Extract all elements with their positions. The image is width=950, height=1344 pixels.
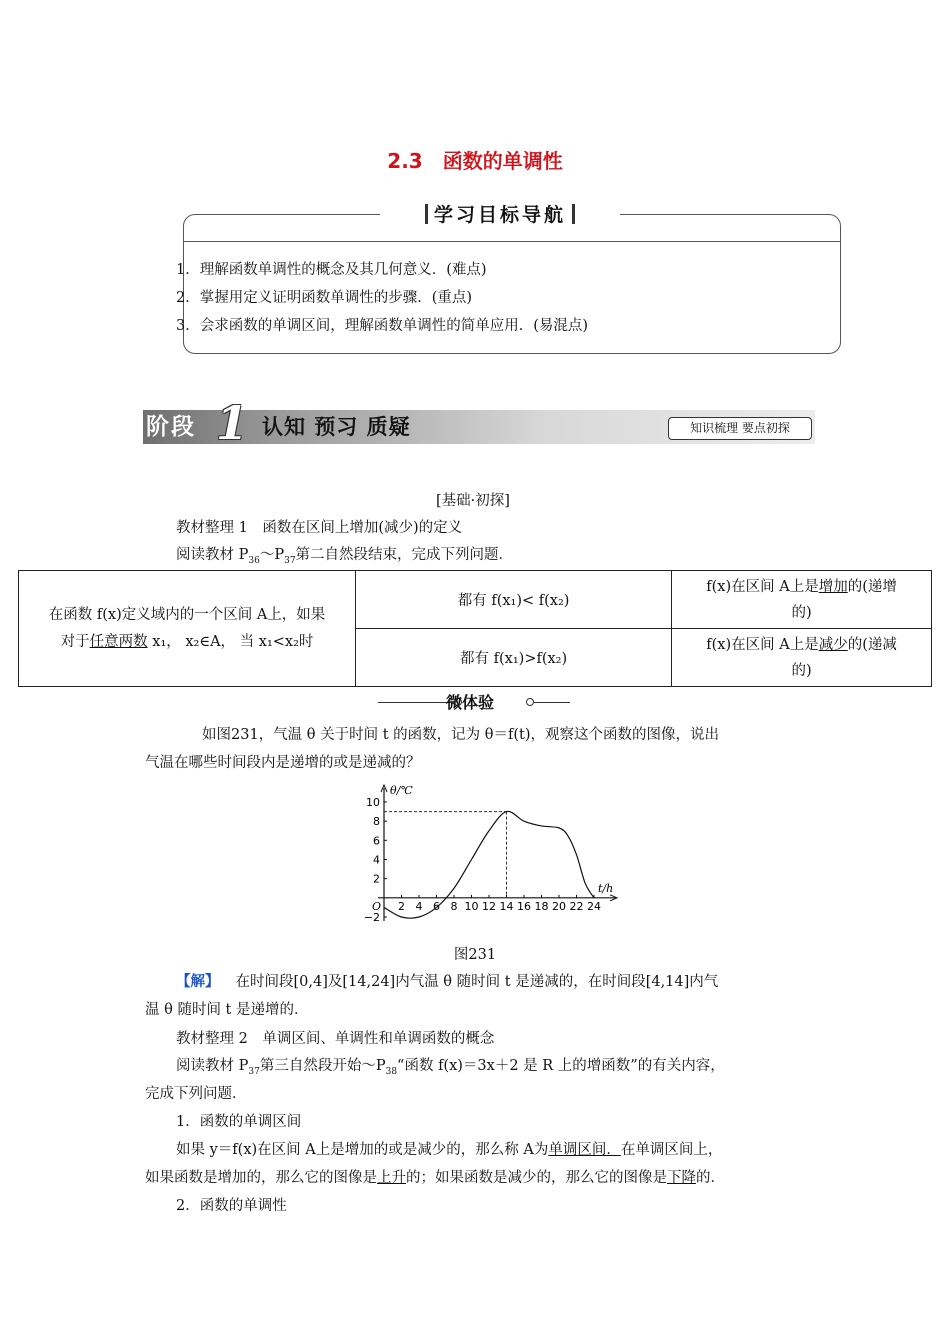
goal-item-3: 3．会求函数的单调区间，理解函数单调性的简单应用．(易混点): [176, 318, 589, 334]
x-tick-label: 2: [398, 899, 405, 913]
table-condition-cell: [19, 571, 356, 687]
item-underlined: 单调区间．: [548, 1142, 621, 1158]
answer-line-1: [176, 970, 718, 991]
heading-bar-left: [425, 204, 428, 224]
item1-line-2: [145, 1166, 725, 1187]
page-subscript: 36: [248, 555, 260, 566]
item2-title: 2．函数的单调性: [176, 1198, 287, 1214]
item1-title: 1．函数的单调区间: [176, 1114, 302, 1130]
goals-divider: [183, 241, 841, 242]
section1-reading: [176, 543, 513, 566]
table-decreasing-condition: 都有 f(x₁)>f(x₂): [356, 629, 672, 687]
goal-item-2: 2．掌握用定义证明函数单调性的步骤．(重点): [176, 290, 473, 306]
result-text: f(x)在区间 A上是: [706, 636, 819, 653]
goal-item-1: 1．理解函数单调性的概念及其几何意义．(难点): [176, 262, 487, 278]
result-text: 的(递减: [847, 636, 897, 653]
definition-table: [18, 570, 932, 687]
condition-underlined: 任意两数: [89, 633, 148, 650]
question-line-2: 气温在哪些时间段内是递增的或是递减的？: [145, 755, 421, 771]
section1-heading: 教材整理 1 函数在区间上增加(减少)的定义: [176, 520, 463, 536]
result-underlined: 减少: [818, 636, 848, 653]
item-text: 如果 y＝f(x)在区间 A上是增加的或是减少的，那么称 A为: [176, 1142, 549, 1158]
condition-line: 在函数 f(x)定义域内的一个区间 A上，如果: [48, 606, 326, 623]
y-tick-label: −2: [363, 911, 380, 924]
read-text: “函数 f(x)＝3x＋2 是 R 上的增函数”的有关内容，: [397, 1058, 725, 1074]
read-text: 第三自然段开始～P: [259, 1058, 386, 1074]
condition-text: 对于: [60, 633, 90, 650]
y-tick-label: 8: [373, 815, 380, 829]
result-text: 的): [791, 604, 812, 621]
table-decreasing-result: [672, 629, 932, 687]
table-increasing-result: [672, 571, 932, 629]
page-subscript: 37: [284, 555, 296, 566]
table-increasing-condition: 都有 f(x₁)< f(x₂): [356, 571, 672, 629]
question-line-1: 如图231，气温 θ 关于时间 t 的函数，记为 θ＝f(t)，观察这个函数的图像，说出: [202, 727, 720, 743]
x-tick-label: 10: [464, 899, 479, 913]
read-text: 阅读教材 P: [176, 1058, 249, 1074]
x-axis-label: t/h: [598, 881, 614, 895]
y-tick-label: 6: [373, 834, 380, 848]
heading-bar-right: [572, 204, 575, 224]
result-text: 的(递增: [847, 578, 897, 595]
x-tick-label: 12: [482, 899, 496, 913]
condition-text: x₁， x₂∈A， 当 x₁<x₂时: [147, 633, 314, 650]
item-text: 如果函数是增加的，那么它的图像是: [145, 1170, 377, 1186]
goals-heading-text: 学习目标导航: [433, 204, 566, 226]
y-tick-label: 2: [373, 872, 380, 886]
stage-title: 认知 预习 质疑: [262, 415, 411, 439]
stage-label: 阶段: [146, 414, 196, 440]
item-text: 在单调区间上，: [620, 1142, 723, 1158]
result-text: 的): [791, 662, 812, 679]
result-underlined: 增加: [818, 578, 848, 595]
stage-number: 1: [216, 396, 249, 450]
y-axis-label: θ/℃: [390, 784, 413, 797]
page-subscript: 38: [385, 1066, 398, 1077]
figure-caption: 图231: [453, 947, 497, 963]
x-tick-label: 18: [534, 899, 549, 913]
page-title: 2.3 函数的单调性: [387, 149, 563, 173]
item-underlined: 下降: [667, 1170, 696, 1186]
result-text: f(x)在区间 A上是: [706, 578, 819, 595]
x-tick-label: 20: [552, 899, 566, 913]
origin-label: O: [372, 899, 382, 913]
item-text: 的；如果函数是减少的，那么它的图像是: [406, 1170, 667, 1186]
x-tick-label: 4: [415, 899, 423, 913]
section-bracket: [基础·初探]: [436, 493, 510, 509]
y-tick-label: 4: [373, 853, 380, 867]
stage-tag: 知识梳理 要点初探: [668, 417, 812, 440]
item-underlined: 上升: [377, 1170, 406, 1186]
answer-label: 【解】: [176, 973, 220, 990]
read-text: 第二自然段结束，完成下列问题．: [295, 547, 514, 563]
x-tick-label: 24: [587, 899, 601, 913]
x-tick-label: 6: [433, 899, 440, 913]
section2-reading: [176, 1054, 725, 1077]
item-text: 的．: [696, 1170, 725, 1186]
micro-heading: 微体验: [445, 693, 494, 712]
goals-heading: [380, 200, 620, 230]
x-tick-label: 8: [450, 899, 458, 913]
x-tick-label: 22: [569, 899, 584, 913]
section2-heading: 教材整理 2 单调区间、单调性和单调函数的概念: [176, 1031, 495, 1047]
x-tick-label: 16: [517, 899, 531, 913]
read-text: ～P: [259, 547, 285, 563]
micro-line-right: [534, 702, 570, 703]
page-subscript: 37: [248, 1066, 260, 1077]
item1-line-1: [176, 1138, 722, 1159]
temperature-chart: [350, 780, 640, 930]
answer-text: 在时间段[0,4]及[14,24]内气温 θ 随时间 t 是递减的，在时间段[4,14]内气: [235, 974, 719, 990]
read-text: 阅读教材 P: [176, 547, 249, 563]
section2-reading-2: 完成下列问题．: [145, 1086, 247, 1102]
micro-dot-right: [526, 698, 534, 706]
y-tick-label: 10: [366, 796, 380, 809]
x-tick-label: 14: [499, 899, 514, 913]
answer-line-2: 温 θ 随时间 t 是递增的．: [145, 1002, 309, 1018]
